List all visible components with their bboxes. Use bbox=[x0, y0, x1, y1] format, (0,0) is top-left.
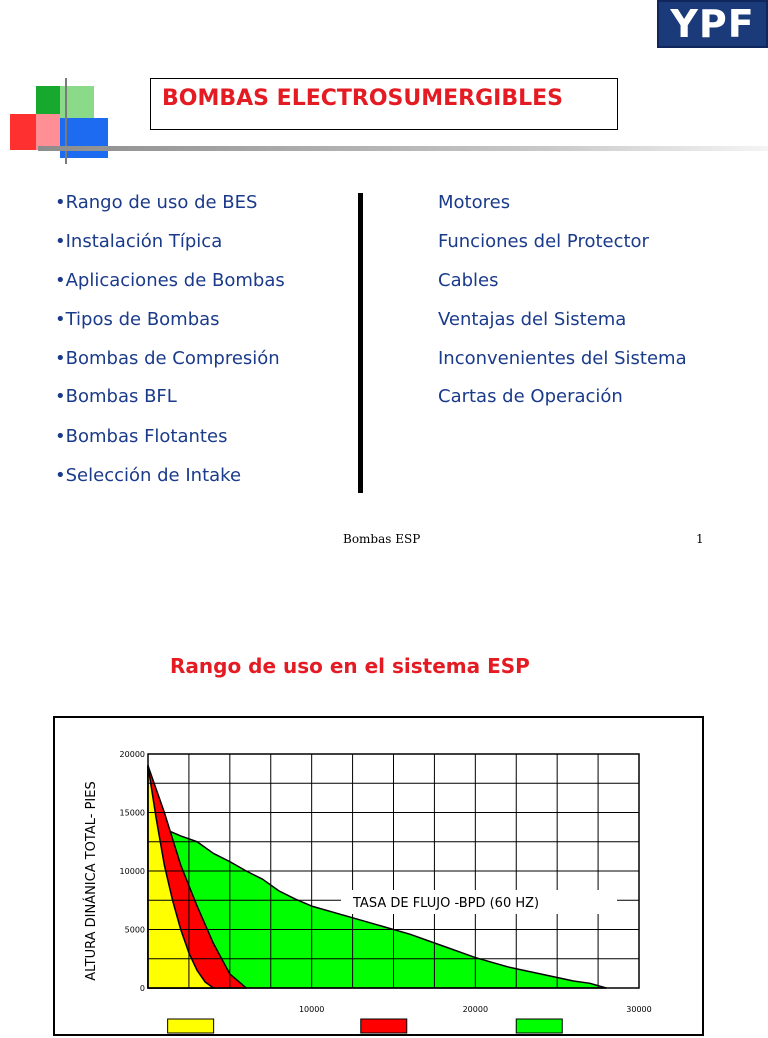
legend-swatches bbox=[168, 1019, 563, 1033]
y-tick-label: 10000 bbox=[119, 867, 145, 876]
topic-item: Ventajas del Sistema bbox=[438, 309, 627, 330]
topic-item: •Aplicaciones de Bombas bbox=[55, 270, 285, 291]
legend-swatch-green bbox=[516, 1019, 562, 1033]
chart-slide-title: Rango de uso en el sistema ESP bbox=[170, 654, 530, 678]
topic-item: •Bombas Flotantes bbox=[55, 426, 228, 447]
y-tick-label: 5000 bbox=[124, 925, 145, 935]
topic-item: •Instalación Típica bbox=[55, 231, 223, 252]
topic-item: Cables bbox=[438, 270, 499, 291]
y-tick-label: 0 bbox=[139, 984, 145, 993]
x-tick-label: 10000 bbox=[298, 1005, 325, 1014]
topic-item: •Rango de uso de BES bbox=[55, 192, 258, 213]
page-number: 1 bbox=[696, 532, 704, 546]
topic-item: •Bombas BFL bbox=[55, 386, 177, 407]
x-tick-label: 20000 bbox=[462, 1005, 489, 1014]
ypf-logo: YPF bbox=[657, 0, 768, 48]
topic-item: Funciones del Protector bbox=[438, 231, 649, 252]
chart-frame bbox=[53, 716, 704, 1036]
chart bbox=[55, 718, 706, 1038]
topic-item: •Bombas de Compresión bbox=[55, 348, 280, 369]
topic-item: Cartas de Operación bbox=[438, 386, 623, 407]
topic-item: Motores bbox=[438, 192, 511, 213]
topic-item: Inconvenientes del Sistema bbox=[438, 348, 687, 369]
footer-text: Bombas ESP bbox=[343, 532, 421, 546]
y-tick-label: 15000 bbox=[119, 808, 145, 818]
logo-blue-square bbox=[60, 118, 108, 158]
topic-item: •Selección de Intake bbox=[55, 465, 242, 486]
x-tick-label: 30000 bbox=[626, 1005, 652, 1014]
y-tick-label: 20000 bbox=[119, 750, 145, 759]
y-tick-labels bbox=[120, 750, 145, 993]
flow-rate-annotation: TASA DE FLUJO -BPD (60 HZ) bbox=[353, 896, 540, 911]
legend-swatch-red bbox=[361, 1019, 407, 1033]
chart-areas bbox=[148, 766, 606, 988]
x-tick-labels bbox=[299, 1005, 652, 1014]
y-axis-label: ALTURA DINÁNICA TOTAL- PIES bbox=[84, 781, 99, 981]
slide-title: BOMBAS ELECTROSUMERGIBLES bbox=[162, 86, 564, 111]
legend-swatch-yellow bbox=[168, 1019, 214, 1033]
logo-pink-square bbox=[36, 114, 60, 150]
decorative-horizontal-line bbox=[38, 146, 768, 151]
column-divider bbox=[358, 193, 363, 493]
topic-item: •Tipos de Bombas bbox=[55, 309, 220, 330]
decorative-vertical-line bbox=[65, 78, 67, 164]
